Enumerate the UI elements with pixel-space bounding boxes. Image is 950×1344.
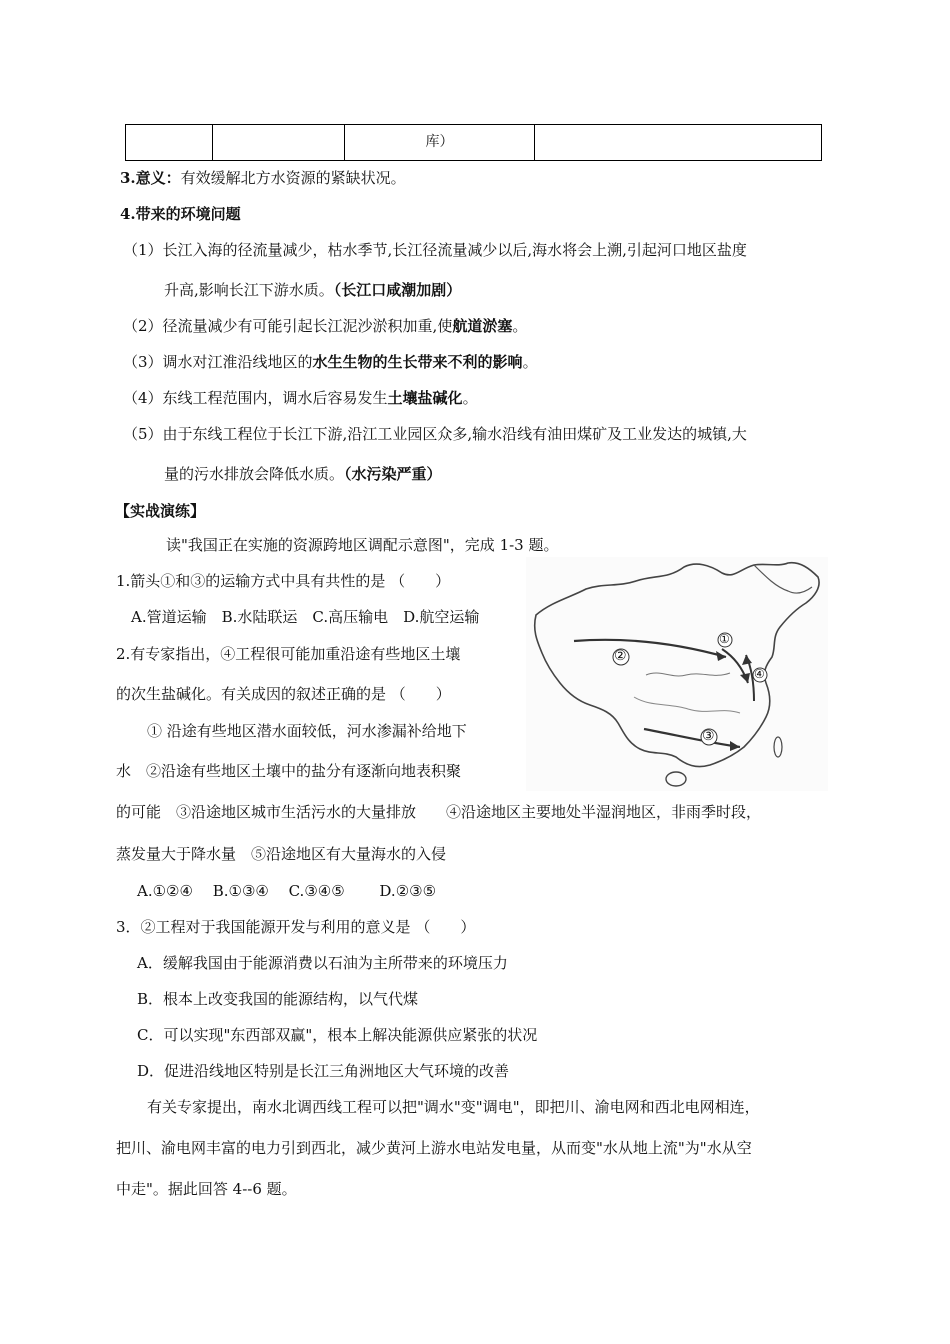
question-2-line5: 的可能 ③沿途地区城市生活污水的大量排放 ④沿途地区主要地处半湿润地区，非雨季时段， xyxy=(116,803,762,821)
env-item-5-line2 xyxy=(164,463,442,485)
paragraph-4-line1: 有关专家提出，南水北调西线工程可以把"调水"变"调电"，即把川、渝电网和西北电网相连， xyxy=(147,1098,760,1116)
env-item-1-line1: （1）长江入海的径流量减少，枯水季节,长江径流量减少以后,海水将会上溯,引起河口地区盐度 xyxy=(123,241,747,259)
table-cell: 库） xyxy=(345,125,535,161)
significance-line xyxy=(120,167,406,189)
paragraph-4-line3: 中走"。据此回答 4--6 题。 xyxy=(116,1180,297,1198)
question-2-line1: 2.有专家指出，④工程很可能加重沿途有些地区土壤 xyxy=(116,645,461,663)
env-item-2-end: 。 xyxy=(512,317,528,335)
env-item-1-text: 升高,影响长江下游水质。 xyxy=(164,281,334,299)
map-marker-4: ④ xyxy=(754,667,765,681)
question-3-option-c: C．可以实现"东西部双赢"，根本上解决能源供应紧张的状况 xyxy=(137,1026,538,1044)
question-2-line6: 蒸发量大于降水量 ⑤沿途地区有大量海水的入侵 xyxy=(116,845,447,863)
map-marker-1: ① xyxy=(719,632,730,646)
taiwan-island xyxy=(774,737,782,757)
arrow-4-head xyxy=(742,655,752,665)
hainan-island xyxy=(666,772,686,786)
question-2-line3: ① 沿途有些地区潜水面较低，河水渗漏补给地下 xyxy=(147,722,467,740)
table-cell xyxy=(535,125,822,161)
practice-heading: 【实战演练】 xyxy=(115,502,206,520)
significance-label: 3.意义： xyxy=(120,169,181,187)
practice-intro: 读"我国正在实施的资源跨地区调配示意图"，完成 1-3 题。 xyxy=(166,536,559,554)
env-item-3 xyxy=(123,351,538,373)
table-cell xyxy=(213,125,345,161)
arrow-1-head xyxy=(740,673,750,683)
question-3-option-d: D．促进沿线地区特别是长江三角洲地区大气环境的改善 xyxy=(137,1062,510,1080)
northeast-border xyxy=(754,565,812,593)
env-item-5-text: 量的污水排放会降低水质。 xyxy=(164,465,345,483)
table-fragment xyxy=(125,124,822,161)
paragraph-4-line2: 把川、渝电网丰富的电力引到西北，减少黄河上游水电站发电量，从而变"水从地上流"为"水从空 xyxy=(116,1139,752,1157)
env-item-2 xyxy=(123,315,527,337)
env-item-2-bold: 航道淤塞 xyxy=(452,317,513,335)
env-item-2-text: （2）径流量减少有可能引起长江泥沙淤积加重,使 xyxy=(123,317,453,335)
env-item-4 xyxy=(123,387,478,409)
env-item-5-bold: （水污染严重） xyxy=(344,465,442,483)
question-3: 3．②工程对于我国能源开发与利用的意义是 （ ） xyxy=(116,918,476,936)
question-1-options: A.管道运输 B.水陆联运 C.高压输电 D.航空运输 xyxy=(131,608,480,626)
env-item-1-line2 xyxy=(164,279,461,301)
significance-text: 有效缓解北方水资源的紧缺状况。 xyxy=(180,169,406,187)
arrow-2 xyxy=(574,640,726,657)
question-2-line4: 水 ②沿途有些地区土壤中的盐分有逐渐向地表积聚 xyxy=(116,762,462,780)
env-item-4-text: （4）东线工程范围内，调水后容易发生 xyxy=(123,389,388,407)
river-line xyxy=(646,673,730,676)
map-marker-3: ③ xyxy=(702,728,715,744)
map-marker-2: ② xyxy=(614,648,627,664)
china-map-figure xyxy=(526,557,828,791)
river-line-2 xyxy=(634,697,740,713)
env-item-3-text: （3）调水对江淮沿线地区的 xyxy=(123,353,313,371)
arrow-3 xyxy=(644,729,740,747)
env-item-1-bold: （长江口咸潮加剧） xyxy=(333,281,462,299)
env-item-4-end: 。 xyxy=(462,389,478,407)
question-1: 1.箭头①和③的运输方式中具有共性的是 （ ） xyxy=(116,572,451,590)
env-heading: 4.带来的环境问题 xyxy=(120,205,241,223)
question-2-options: A.①②④ B.①③④ C.③④⑤ D.②③⑤ xyxy=(137,882,437,900)
env-item-5-line1: （5）由于东线工程位于长江下游,沿江工业园区众多,输水沿线有油田煤矿及工业发达的城镇,大 xyxy=(123,425,747,443)
question-3-option-b: B．根本上改变我国的能源结构，以气代煤 xyxy=(137,990,419,1008)
question-3-option-a: A．缓解我国由于能源消费以石油为主所带来的环境压力 xyxy=(137,954,508,972)
env-item-3-end: 。 xyxy=(522,353,538,371)
env-item-3-bold: 水生生物的生长带来不利的影响 xyxy=(312,353,523,371)
question-2-line2: 的次生盐碱化。有关成因的叙述正确的是 （ ） xyxy=(116,685,451,703)
resource-transfer-map xyxy=(526,557,828,791)
table-cell xyxy=(126,125,213,161)
env-item-4-bold: 土壤盐碱化 xyxy=(387,389,463,407)
